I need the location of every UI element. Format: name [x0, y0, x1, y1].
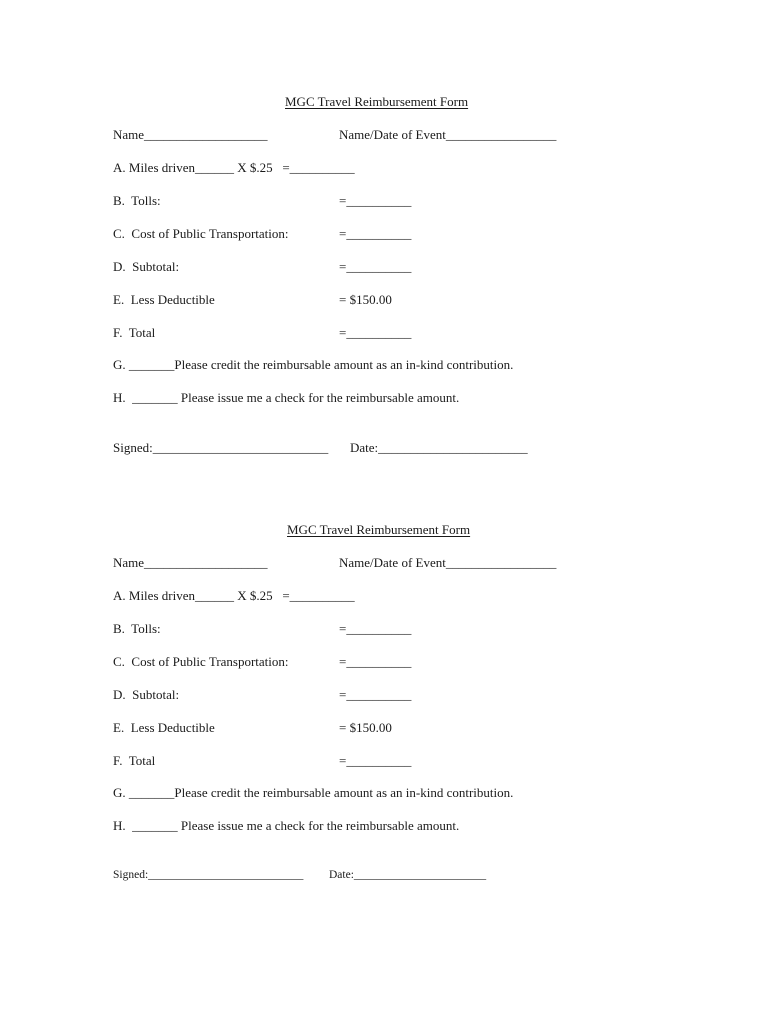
tolls-field[interactable]: =__________: [339, 621, 412, 636]
tolls-label: B. Tolls:: [113, 193, 161, 208]
tolls-field[interactable]: =__________: [339, 193, 412, 208]
form-title: MGC Travel Reimbursement Form: [287, 522, 471, 537]
tolls-label: B. Tolls:: [113, 621, 161, 636]
name-field[interactable]: Name___________________: [113, 127, 268, 142]
public-transport-label: C. Cost of Public Transportation:: [113, 226, 289, 241]
miles-driven-line[interactable]: A. Miles driven______ X $.25 =__________: [113, 160, 355, 175]
check-option[interactable]: H. _______ Please issue me a check for the reimbursable amount.: [113, 390, 460, 405]
name-field[interactable]: Name___________________: [113, 555, 268, 570]
public-transport-field[interactable]: =__________: [339, 226, 412, 241]
public-transport-field[interactable]: =__________: [339, 654, 412, 669]
signature-field[interactable]: Signed:___________________________: [113, 440, 329, 455]
deductible-value: = $150.00: [339, 292, 392, 307]
total-label: F. Total: [113, 325, 156, 340]
event-name-date-field[interactable]: Name/Date of Event_________________: [339, 127, 557, 142]
subtotal-field[interactable]: =__________: [339, 687, 412, 702]
deductible-label: E. Less Deductible: [113, 292, 215, 307]
deductible-label: E. Less Deductible: [113, 720, 215, 735]
event-name-date-field[interactable]: Name/Date of Event_________________: [339, 555, 557, 570]
total-label: F. Total: [113, 753, 156, 768]
date-field[interactable]: Date:_______________________: [350, 440, 528, 455]
in-kind-contribution-option[interactable]: G. _______Please credit the reimbursable amount as an in-kind contribution.: [113, 357, 514, 372]
public-transport-label: C. Cost of Public Transportation:: [113, 654, 289, 669]
subtotal-label: D. Subtotal:: [113, 687, 180, 702]
in-kind-contribution-option[interactable]: G. _______Please credit the reimbursable amount as an in-kind contribution.: [113, 785, 514, 800]
subtotal-field[interactable]: =__________: [339, 259, 412, 274]
signature-field[interactable]: Signed:___________________________: [113, 869, 304, 881]
total-field[interactable]: =__________: [339, 753, 412, 768]
check-option[interactable]: H. _______ Please issue me a check for the reimbursable amount.: [113, 818, 460, 833]
total-field[interactable]: =__________: [339, 325, 412, 340]
deductible-value: = $150.00: [339, 720, 392, 735]
form-title: MGC Travel Reimbursement Form: [285, 94, 469, 109]
subtotal-label: D. Subtotal:: [113, 259, 180, 274]
date-field[interactable]: Date:_______________________: [329, 869, 487, 881]
miles-driven-line[interactable]: A. Miles driven______ X $.25 =__________: [113, 588, 355, 603]
